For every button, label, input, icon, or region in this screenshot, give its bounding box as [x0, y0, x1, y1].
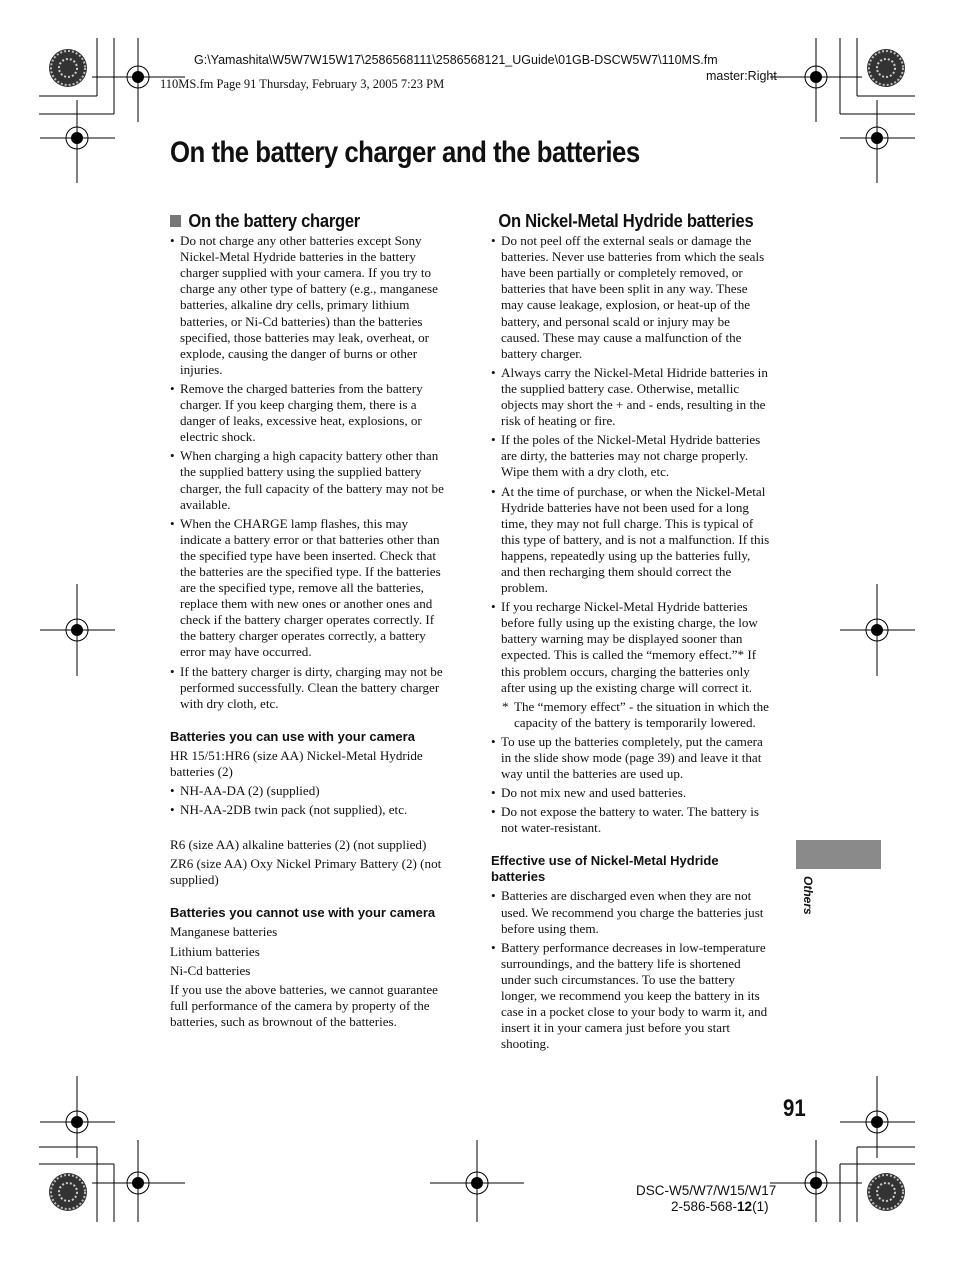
header-master-label: master:Right: [706, 69, 777, 83]
side-tab-bar: [796, 840, 881, 869]
section-heading-charger: [170, 213, 429, 229]
page-number: 91: [783, 1095, 806, 1122]
square-bullet-icon: [170, 215, 181, 227]
footnote-mark: *: [502, 698, 509, 714]
list-item: Lithium batteries: [170, 943, 260, 959]
list-item: • If you recharge Nickel-Metal Hydride batteries before fully using up the existing charge, the low battery warning may be displayed sooner than expected. This is called the “memory effect.”* If this problem occurs, charging the batteries only after using up the existing charge will correct it.: [491, 599, 771, 696]
right-column: [491, 213, 771, 1055]
footer-model: DSC-W5/W7/W15/W17: [636, 1183, 777, 1198]
section-heading-text: On the battery charger: [188, 211, 360, 231]
list-item: • If the battery charger is dirty, charging may not be performed successfully. Clean the battery charger with dry cloth, etc.: [170, 664, 452, 712]
memory-effect-note: [491, 699, 771, 731]
left-column: [170, 213, 452, 1033]
note-text: The “memory effect” - the situation in which the capacity of the battery is temporarily lowered.: [514, 698, 769, 730]
subheading-effective-use: Effective use of Nickel-Metal Hydride batteries: [491, 853, 719, 885]
cannot-use-note: If you use the above batteries, we cannot guarantee full performance of the camera by property of the batteries, such as brownout of the batteries.: [170, 981, 438, 1029]
side-tab-text: Others: [801, 876, 815, 915]
list-item: • Remove the charged batteries from the battery charger. If you keep charging them, there is a danger of leaks, excessive heat, explosions, or electric shock.: [170, 381, 452, 445]
list-item: • To use up the batteries completely, put the camera in the slide show mode (page 39) and leave it that way until the batteries are used up.: [491, 734, 771, 782]
list-item: Manganese batteries: [170, 924, 278, 940]
can-use-intro: HR 15/51:HR6 (size AA) Nickel-Metal Hydride batteries (2): [170, 747, 423, 779]
list-item: • If the poles of the Nickel-Metal Hydride batteries are dirty, the batteries may not charge properly. Wipe them with a dry cloth, etc.: [491, 432, 771, 480]
footer-code-bold: 12: [737, 1199, 753, 1214]
list-item: • Batteries are discharged even when they are not used. We recommend you charge the batteries just before using them.: [491, 888, 771, 936]
list-item: • When charging a high capacity battery other than the supplied battery using the supplied battery charger, the full capacity of the battery may not be available.: [170, 448, 452, 512]
list-item: • NH-AA-DA (2) (supplied): [170, 783, 452, 799]
list-item: • Always carry the Nickel-Metal Hidride batteries in the supplied battery case. Otherwise, metallic objects may short the + and - ends, resulting in the risk of heating or fire.: [491, 365, 771, 429]
page-title: On the battery charger and the batteries: [170, 136, 640, 169]
list-item: • Do not expose the battery to water. The battery is not water-resistant.: [491, 804, 771, 836]
footer-code: [671, 1199, 769, 1214]
footer-code-suffix: (1): [752, 1199, 769, 1214]
subheading-cannot-use: Batteries you cannot use with your camera: [170, 905, 436, 921]
list-item: • Battery performance decreases in low-temperature surroundings, and the battery life is shortened under such circumstances. To use the battery longer, we recommend you keep the battery in its case in a pocket close to your body to warm it, and insert it in your camera just before you start shooting.: [491, 940, 771, 1053]
header-file-info: 110MS.fm Page 91 Thursday, February 3, 2005 7:23 PM: [160, 77, 445, 91]
list-item: • At the time of purchase, or when the Nickel-Metal Hydride batteries have not been used for a long time, they may not full charge. This is typical of this type of battery, and is not a malfunction. If this happens, repeatedly using up the batteries fully, and then recharging them should correct the problem.: [491, 484, 771, 597]
effective-use-list: [491, 888, 771, 1052]
list-item: • When the CHARGE lamp flashes, this may indicate a battery error or that batteries other than the specified type have been inserted. Check that the batteries are the specified type. If the batteries are the specified type, remove all the batteries, replace them with new ones or another ones and check if the battery charger operates correctly. If the battery charger operates correctly, a battery error may have occurred.: [170, 516, 452, 661]
nimh-bullet-list: [491, 233, 771, 696]
alkaline-batteries: R6 (size AA) alkaline batteries (2) (not supplied): [170, 837, 427, 853]
oxy-batteries: ZR6 (size AA) Oxy Nickel Primary Battery (2) (not supplied): [170, 856, 442, 888]
list-item: Ni-Cd batteries: [170, 962, 251, 978]
list-item: • Do not mix new and used batteries.: [491, 785, 771, 801]
list-item: • Do not charge any other batteries except Sony Nickel-Metal Hydride batteries in the battery charger supplied with your camera. If you try to charge any other type of battery (e.g., manganese batteries, alkaline dry cells, primary lithium batteries, or Ni-Cd batteries) than the batteries specified, those batteries may leak, overheat, or explode, causing the danger of burns or other injuries.: [170, 233, 452, 378]
list-item: • Do not peel off the external seals or damage the batteries. Never use batteries from which the seals have been partially or completely removed, or batteries that have been split in any way. These may cause leakage, explosion, or heat-up of the battery, and personal scald or injury may be caused. These may cause a malfunction of the battery charger.: [491, 233, 771, 362]
nimh-bullet-list-2: [491, 734, 771, 837]
charger-bullet-list: [170, 233, 452, 712]
section-heading-nimh: [491, 211, 754, 231]
header-file-path: G:\Yamashita\W5W7W15W17\2586568111\2586568121_UGuide\01GB-DSCW5W7\110MS.fm: [194, 53, 718, 67]
can-use-list: [170, 783, 452, 818]
subheading-can-use: Batteries you can use with your camera: [170, 728, 415, 744]
section-heading-text: On Nickel-Metal Hydride batteries: [498, 211, 754, 231]
footer-code-prefix: 2-586-568-: [671, 1199, 738, 1214]
list-item: • NH-AA-2DB twin pack (not supplied), etc.: [170, 802, 452, 818]
side-tab-label: [801, 876, 817, 921]
